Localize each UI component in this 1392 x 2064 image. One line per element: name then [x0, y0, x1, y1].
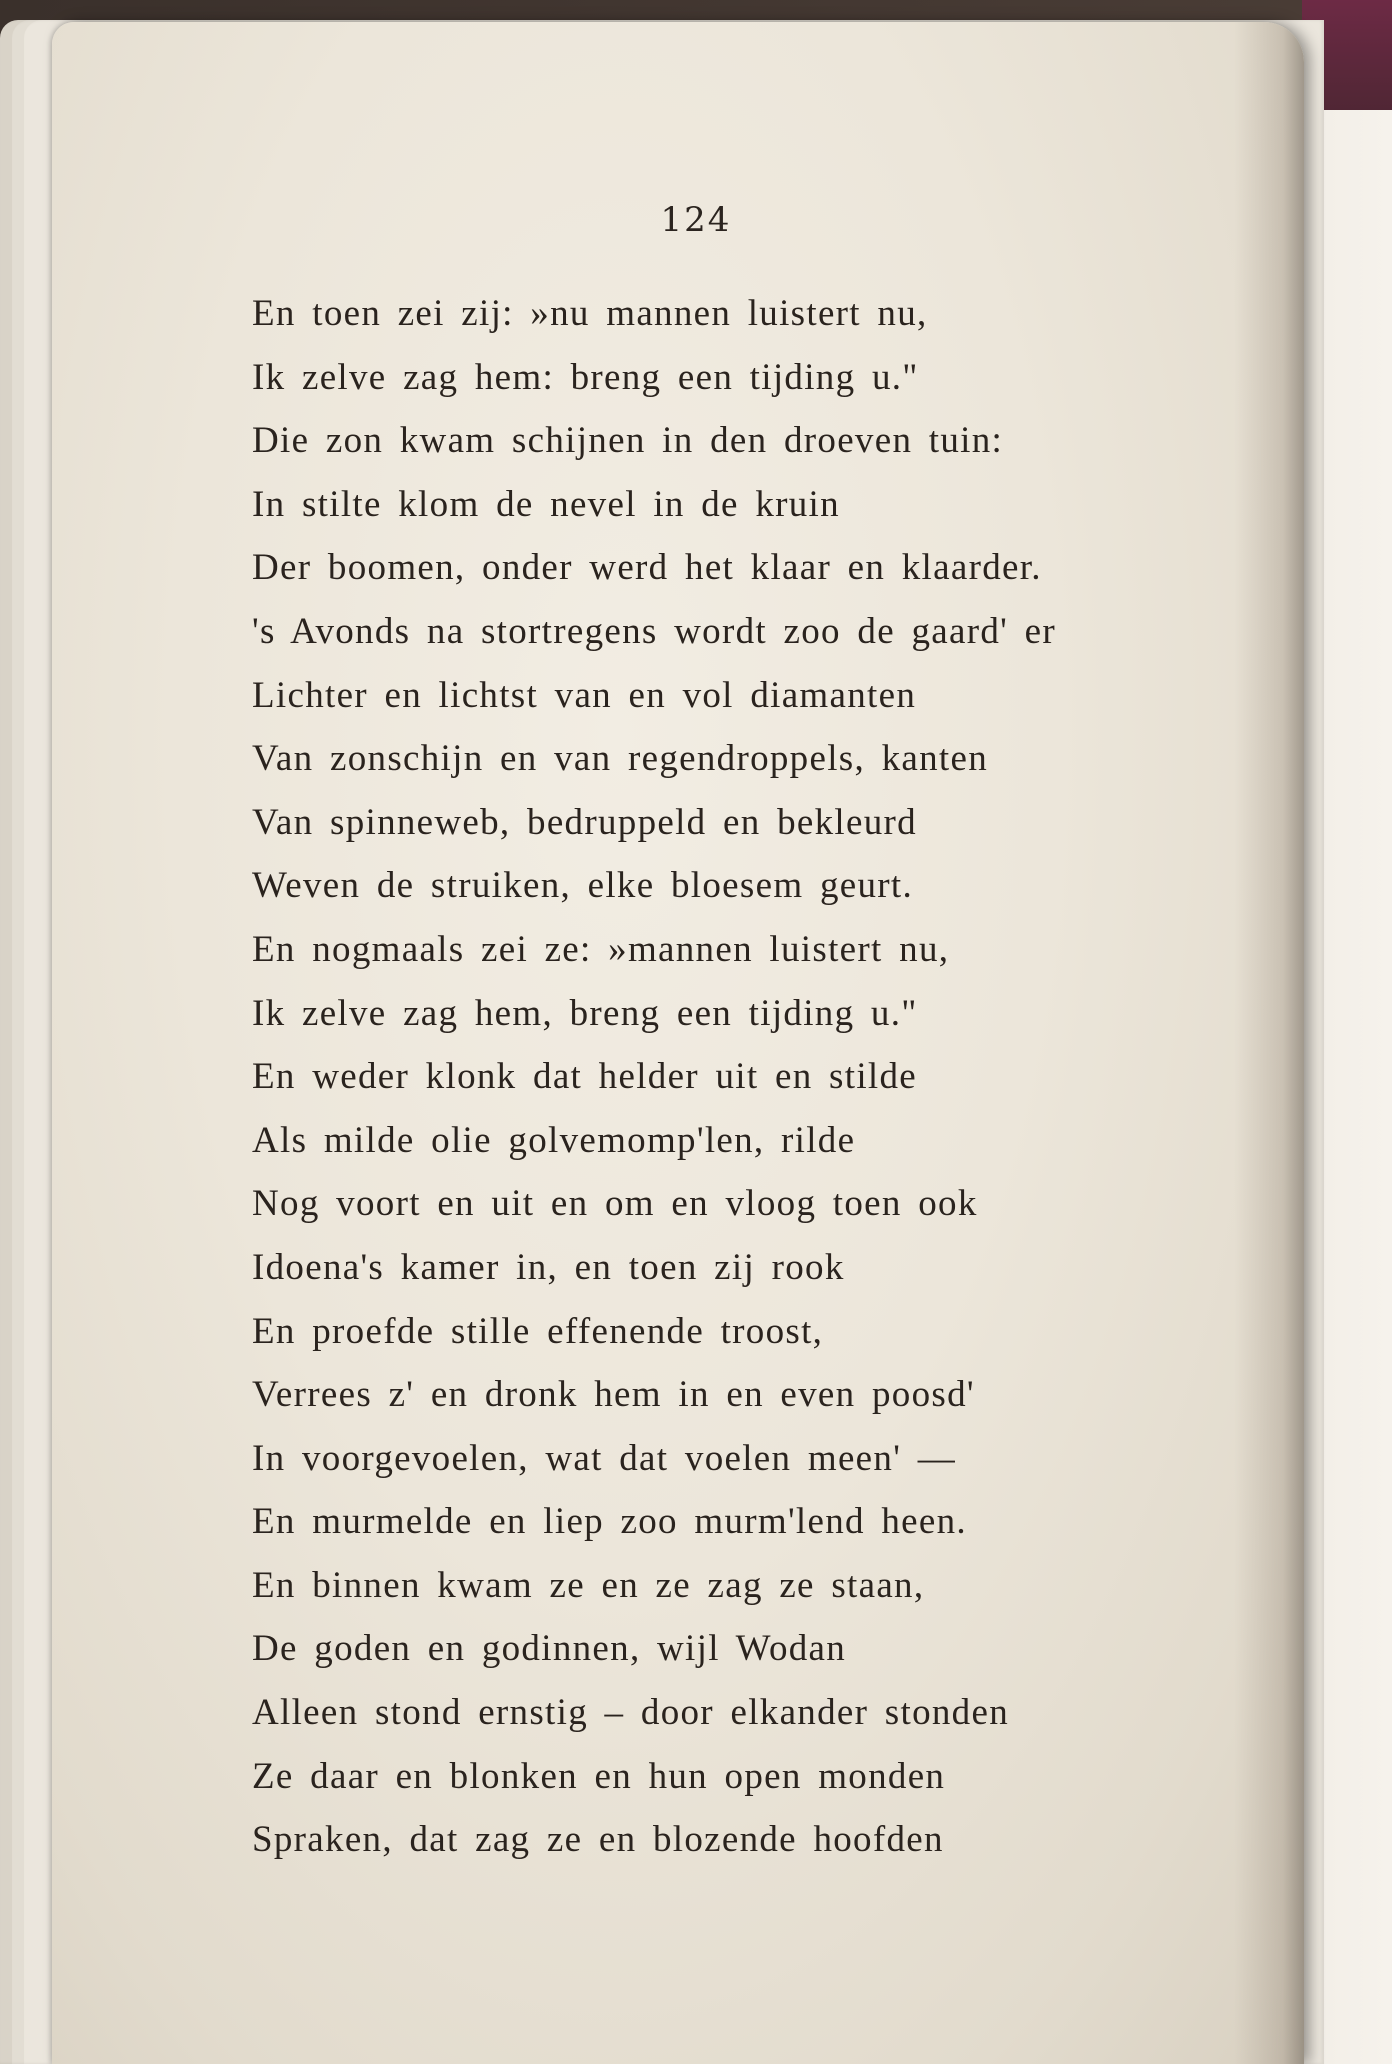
poem-line: 's Avonds na stortregens wordt zoo de gaard' er	[252, 610, 1057, 652]
poem-line: Van zonschijn en van regendroppels, kanten	[252, 738, 989, 780]
poem-line: En weder klonk dat helder uit en stilde	[252, 1056, 918, 1098]
poem-line: Die zon kwam schijnen in den droeven tuin:	[252, 420, 1004, 462]
poem-line: Spraken, dat zag ze en blozende hoofden	[252, 1819, 944, 1861]
poem-line: Lichter en lichtst van en vol diamanten	[252, 674, 917, 716]
poem-line: Weven de struiken, elke bloesem geurt.	[252, 865, 914, 907]
poem-line: En murmelde en liep zoo murm'lend heen.	[252, 1501, 967, 1543]
poem-line: Als milde olie golvemomp'len, rilde	[252, 1119, 856, 1161]
poem-line: Nog voort en uit en om en vloog toen ook	[252, 1183, 978, 1225]
poem-line: Ik zelve zag hem, breng een tijding u."	[252, 992, 918, 1034]
page-number: 124	[660, 200, 732, 240]
poem-line: In stilte klom de nevel in de kruin	[252, 483, 840, 525]
poem-line: Alleen stond ernstig – door elkander stonden	[252, 1692, 1009, 1734]
poem-line: Ze daar en blonken en hun open monden	[252, 1755, 946, 1797]
poem-text	[252, 282, 1252, 1872]
poem-line: Ik zelve zag hem: breng een tijding u."	[252, 356, 919, 398]
poem-line: Van spinneweb, bedruppeld en bekleurd	[252, 801, 917, 843]
poem-line: Idoena's kamer in, en toen zij rook	[252, 1246, 845, 1288]
poem-line: En nogmaals zei ze: »mannen luistert nu,	[252, 928, 950, 970]
poem-line: Der boomen, onder werd het klaar en klaarder.	[252, 547, 1042, 589]
poem-line: De goden en godinnen, wijl Wodan	[252, 1628, 847, 1670]
poem-line: En toen zei zij: »nu mannen luistert nu,	[252, 293, 928, 334]
poem-line: En proefde stille effenende troost,	[252, 1310, 824, 1352]
poem-line: In voorgevoelen, wat dat voelen meen' —	[252, 1437, 957, 1479]
poem-line: Verrees z' en dronk hem in en even poosd'	[252, 1374, 975, 1416]
poem-line: En binnen kwam ze en ze zag ze staan,	[252, 1564, 925, 1606]
